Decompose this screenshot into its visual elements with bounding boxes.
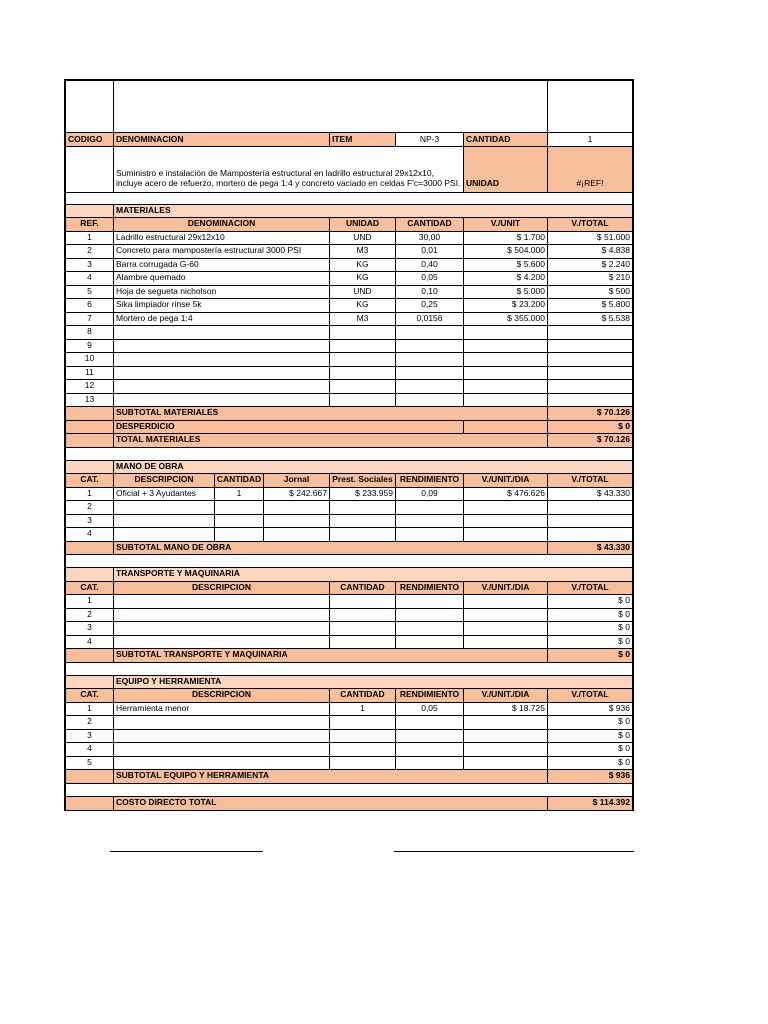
table-cell: [114, 515, 215, 529]
mano-obra-col-header: CANTIDAD: [215, 474, 264, 488]
table-cell: $ 0: [548, 595, 632, 609]
equipo-title: EQUIPO Y HERRAMIENTA: [114, 676, 632, 690]
table-cell: [215, 515, 264, 529]
table-row: [66, 716, 632, 730]
materiales-col-header: REF.: [66, 218, 114, 232]
table-cell: [548, 367, 632, 381]
mano-obra-col-header: V./UNIT./DIA: [464, 474, 548, 488]
unidad-label: UNIDAD: [464, 147, 548, 193]
table-cell: $ 5.600: [464, 259, 548, 273]
item-description: Suministro e instalación de Mampostería estructural en ladrillo estructural 29x12x10, incluye acero de refuerzo, mortero de pega 1:4 y concreto vaciado en celdas F'c=3000 PSI.: [114, 147, 464, 193]
table-cell: [548, 326, 632, 340]
table-cell: [114, 716, 330, 730]
description-row: [66, 147, 632, 193]
materiales-title: MATERIALES: [114, 205, 632, 218]
table-cell: [114, 743, 330, 757]
mano-obra-subtotal-value: $ 43.330: [548, 542, 632, 556]
equipo-col-header: V./TOTAL: [548, 689, 632, 703]
table-cell: $ 5.800: [548, 299, 632, 313]
table-cell: Oficial + 3 Ayudantes: [114, 488, 215, 502]
table-cell: $ 4.200: [464, 272, 548, 286]
table-cell: [396, 380, 464, 394]
table-row: [66, 595, 632, 609]
table-cell: [114, 636, 330, 650]
table-cell: $ 936: [548, 703, 632, 717]
mano-obra-col-header: Prest. Sociales: [330, 474, 396, 488]
table-cell: $ 18.725: [464, 703, 548, 717]
table-cell: 0,0156: [396, 313, 464, 327]
table-row: [66, 245, 632, 259]
table-row: [66, 730, 632, 744]
equipo-col-header: RENDIMIENTO: [396, 689, 464, 703]
signature-line-right: [394, 851, 634, 852]
top-header-row: [66, 81, 632, 133]
table-cell: $ 4.838: [548, 245, 632, 259]
equipo-col-header: V./UNIT./DIA: [464, 689, 548, 703]
table-cell: 4: [66, 743, 114, 757]
table-cell: [330, 380, 396, 394]
table-cell: $ 23.200: [464, 299, 548, 313]
transporte-subtotal-value: $ 0: [548, 649, 632, 663]
table-cell: [396, 340, 464, 354]
table-cell: [264, 528, 330, 542]
table-row: [66, 636, 632, 650]
table-cell: Mortero de pega 1:4: [114, 313, 330, 327]
table-cell: [330, 622, 396, 636]
table-cell: 13: [66, 394, 114, 408]
table-cell: [330, 353, 396, 367]
table-row: [66, 259, 632, 273]
table-cell: 0,05: [396, 703, 464, 717]
table-cell: [114, 353, 330, 367]
table-cell: [396, 743, 464, 757]
table-cell: [464, 501, 548, 515]
table-row: [66, 501, 632, 515]
table-cell: $ 43.330: [548, 488, 632, 502]
table-cell: KG: [330, 299, 396, 313]
table-cell: [330, 716, 396, 730]
table-cell: $ 0: [548, 730, 632, 744]
transporte-title: TRANSPORTE Y MAQUINARIA: [114, 568, 632, 582]
mano-obra-col-header: Jornal: [264, 474, 330, 488]
table-cell: $ 0: [548, 636, 632, 650]
table-cell: [114, 757, 330, 771]
transporte-subtotal-row: [66, 649, 632, 663]
materiales-subtotal-label: SUBTOTAL MATERIALES: [114, 407, 548, 421]
table-cell: [464, 367, 548, 381]
table-cell: 1: [330, 703, 396, 717]
table-cell: [396, 353, 464, 367]
equipo-subtotal-row: [66, 770, 632, 784]
budget-sheet: [64, 79, 634, 811]
table-cell: KG: [330, 259, 396, 273]
table-row: [66, 326, 632, 340]
cantidad-value: 1: [548, 133, 632, 147]
mano-obra-title-row: [66, 461, 632, 475]
transporte-col-header: V./TOTAL: [548, 582, 632, 596]
table-cell: M3: [330, 245, 396, 259]
table-cell: [464, 528, 548, 542]
table-cell: 1: [215, 488, 264, 502]
table-cell: [396, 528, 464, 542]
table-cell: $ 0: [548, 716, 632, 730]
table-cell: [330, 394, 396, 408]
table-cell: [396, 367, 464, 381]
table-cell: [264, 501, 330, 515]
table-cell: 4: [66, 528, 114, 542]
table-cell: [330, 595, 396, 609]
table-cell: [464, 380, 548, 394]
table-cell: [114, 595, 330, 609]
table-cell: [464, 636, 548, 650]
materiales-col-header: DENOMINACION: [114, 218, 330, 232]
table-cell: [396, 394, 464, 408]
table-cell: 0,05: [396, 272, 464, 286]
table-cell: Sika limpiador rinse 5k: [114, 299, 330, 313]
table-cell: [464, 595, 548, 609]
table-cell: [464, 515, 548, 529]
table-cell: 3: [66, 515, 114, 529]
table-cell: [464, 730, 548, 744]
table-cell: 4: [66, 272, 114, 286]
item-label: ITEM: [330, 133, 396, 147]
table-cell: 2: [66, 609, 114, 623]
equipo-col-header: CAT.: [66, 689, 114, 703]
table-cell: [464, 622, 548, 636]
table-cell: $ 0: [548, 622, 632, 636]
table-row: [66, 703, 632, 717]
table-cell: [330, 515, 396, 529]
table-cell: 2: [66, 245, 114, 259]
table-cell: [396, 326, 464, 340]
transporte-subtotal-label: SUBTOTAL TRANSPORTE Y MAQUINARIA: [114, 649, 548, 663]
table-row: [66, 313, 632, 327]
cantidad-label: CANTIDAD: [464, 133, 548, 147]
table-cell: [330, 528, 396, 542]
mano-obra-title: MANO DE OBRA: [114, 461, 632, 475]
mano-obra-subtotal-row: [66, 542, 632, 556]
mano-obra-col-header: V./TOTAL: [548, 474, 632, 488]
table-cell: [114, 609, 330, 623]
mano-obra-header-row: [66, 474, 632, 488]
table-row: [66, 609, 632, 623]
table-cell: 5: [66, 757, 114, 771]
table-cell: 2: [66, 716, 114, 730]
equipo-header-row: [66, 689, 632, 703]
table-cell: [396, 609, 464, 623]
transporte-col-header: V./UNIT./DIA: [464, 582, 548, 596]
table-cell: [396, 716, 464, 730]
table-cell: [548, 501, 632, 515]
equipo-col-header: CANTIDAD: [330, 689, 396, 703]
table-cell: [215, 528, 264, 542]
table-cell: $ 5.538: [548, 313, 632, 327]
table-cell: [464, 394, 548, 408]
table-cell: $ 504.000: [464, 245, 548, 259]
table-cell: [114, 501, 215, 515]
transporte-col-header: RENDIMIENTO: [396, 582, 464, 596]
table-row: [66, 272, 632, 286]
materiales-header-row: [66, 218, 632, 232]
materiales-desperdicio-row: [66, 421, 632, 435]
table-cell: 0,10: [396, 286, 464, 300]
table-cell: 11: [66, 367, 114, 381]
table-cell: [114, 380, 330, 394]
table-cell: [396, 636, 464, 650]
table-cell: 3: [66, 259, 114, 273]
table-cell: [215, 501, 264, 515]
materiales-desperdicio-value: $ 0: [548, 421, 632, 435]
materiales-total-label: TOTAL MATERIALES: [114, 434, 548, 448]
table-cell: 6: [66, 299, 114, 313]
table-cell: $ 0: [548, 743, 632, 757]
table-cell: $ 476.626: [464, 488, 548, 502]
materiales-subtotal-value: $ 70.126: [548, 407, 632, 421]
table-cell: $ 210: [548, 272, 632, 286]
table-cell: [396, 622, 464, 636]
table-cell: [464, 340, 548, 354]
table-row: [66, 340, 632, 354]
table-cell: 1: [66, 488, 114, 502]
codigo-row: [66, 133, 632, 147]
transporte-col-header: DESCRIPCION: [114, 582, 330, 596]
table-cell: [548, 515, 632, 529]
table-row: [66, 515, 632, 529]
table-cell: 0,09: [396, 488, 464, 502]
table-cell: $ 0: [548, 609, 632, 623]
materiales-subtotal-row: [66, 407, 632, 421]
table-row: [66, 528, 632, 542]
table-row: [66, 622, 632, 636]
costo-directo-value: $ 114.392: [548, 797, 632, 811]
transporte-title-row: [66, 568, 632, 582]
table-cell: 1: [66, 703, 114, 717]
table-cell: [464, 326, 548, 340]
materiales-col-header: V./TOTAL: [548, 218, 632, 232]
table-cell: 4: [66, 636, 114, 650]
table-cell: 12: [66, 380, 114, 394]
table-row: [66, 757, 632, 771]
table-cell: [548, 380, 632, 394]
table-cell: Concreto para mampostería estructural 3000 PSI: [114, 245, 330, 259]
table-cell: 1: [66, 595, 114, 609]
table-cell: [396, 515, 464, 529]
table-cell: [114, 367, 330, 381]
table-row: [66, 380, 632, 394]
table-row: [66, 299, 632, 313]
table-cell: 3: [66, 622, 114, 636]
table-row: [66, 743, 632, 757]
mano-obra-col-header: CAT.: [66, 474, 114, 488]
table-cell: $ 2.240: [548, 259, 632, 273]
table-cell: Barra corrugada G-60: [114, 259, 330, 273]
table-cell: [548, 528, 632, 542]
table-cell: [114, 622, 330, 636]
codigo-label: CODIGO: [66, 133, 114, 147]
signature-line-left: [110, 851, 263, 852]
table-cell: [114, 528, 215, 542]
table-cell: UND: [330, 286, 396, 300]
unidad-value: #¡REF!: [548, 147, 632, 193]
table-cell: [396, 730, 464, 744]
equipo-col-header: DESCRIPCION: [114, 689, 330, 703]
table-cell: 0,01: [396, 245, 464, 259]
materiales-col-header: V./UNIT: [464, 218, 548, 232]
table-cell: [396, 501, 464, 515]
materiales-title-row: [66, 205, 632, 218]
table-cell: 8: [66, 326, 114, 340]
mano-obra-col-header: RENDIMIENTO: [396, 474, 464, 488]
table-cell: [464, 716, 548, 730]
materiales-col-header: UNIDAD: [330, 218, 396, 232]
equipo-subtotal-label: SUBTOTAL EQUIPO Y HERRAMIENTA: [114, 770, 548, 784]
table-cell: [114, 326, 330, 340]
table-cell: $ 0: [548, 757, 632, 771]
table-row: [66, 232, 632, 246]
table-cell: $ 51.000: [548, 232, 632, 246]
table-row: [66, 488, 632, 502]
table-cell: [330, 743, 396, 757]
table-cell: [330, 340, 396, 354]
table-cell: [330, 501, 396, 515]
table-cell: 30,00: [396, 232, 464, 246]
table-cell: [548, 340, 632, 354]
costo-directo-label: COSTO DIRECTO TOTAL: [114, 797, 548, 811]
table-cell: Herramienta menor: [114, 703, 330, 717]
table-cell: $ 233.959: [330, 488, 396, 502]
table-cell: 3: [66, 730, 114, 744]
table-cell: [548, 394, 632, 408]
table-cell: 10: [66, 353, 114, 367]
table-row: [66, 394, 632, 408]
table-cell: [464, 757, 548, 771]
mano-obra-subtotal-label: SUBTOTAL MANO DE OBRA: [114, 542, 548, 556]
table-cell: 0,25: [396, 299, 464, 313]
table-cell: [330, 757, 396, 771]
table-cell: 0,40: [396, 259, 464, 273]
table-cell: [464, 743, 548, 757]
table-cell: KG: [330, 272, 396, 286]
mano-obra-col-header: DESCRIPCION: [114, 474, 215, 488]
table-row: [66, 286, 632, 300]
equipo-title-row: [66, 676, 632, 690]
table-cell: 1: [66, 232, 114, 246]
table-cell: [464, 353, 548, 367]
table-cell: [330, 609, 396, 623]
table-cell: Alambre quemado: [114, 272, 330, 286]
table-cell: 7: [66, 313, 114, 327]
materiales-col-header: CANTIDAD: [396, 218, 464, 232]
transporte-col-header: CAT.: [66, 582, 114, 596]
table-cell: [464, 609, 548, 623]
materiales-total-row: [66, 434, 632, 448]
table-cell: UND: [330, 232, 396, 246]
table-cell: Hoja de segueta nicholson: [114, 286, 330, 300]
table-cell: [330, 636, 396, 650]
table-cell: $ 500: [548, 286, 632, 300]
costo-directo-row: [66, 797, 632, 811]
table-cell: 9: [66, 340, 114, 354]
table-cell: Ladrillo estructural 29x12x10: [114, 232, 330, 246]
table-cell: $ 5.000: [464, 286, 548, 300]
table-cell: [330, 730, 396, 744]
table-cell: [548, 353, 632, 367]
item-value: NP-3: [396, 133, 464, 147]
table-cell: [264, 515, 330, 529]
table-row: [66, 353, 632, 367]
table-cell: [114, 394, 330, 408]
table-cell: [330, 326, 396, 340]
table-cell: [330, 367, 396, 381]
table-cell: $ 242.667: [264, 488, 330, 502]
table-cell: [396, 595, 464, 609]
table-row: [66, 367, 632, 381]
table-cell: [396, 757, 464, 771]
table-cell: $ 1.700: [464, 232, 548, 246]
table-cell: 5: [66, 286, 114, 300]
denominacion-label: DENOMINACION: [114, 133, 330, 147]
table-cell: [114, 340, 330, 354]
materiales-total-value: $ 70.126: [548, 434, 632, 448]
transporte-col-header: CANTIDAD: [330, 582, 396, 596]
table-cell: 2: [66, 501, 114, 515]
table-cell: [114, 730, 330, 744]
materiales-desperdicio-label: DESPERDICIO: [114, 421, 464, 435]
equipo-subtotal-value: $ 936: [548, 770, 632, 784]
table-cell: $ 355.000: [464, 313, 548, 327]
table-cell: M3: [330, 313, 396, 327]
transporte-header-row: [66, 582, 632, 596]
